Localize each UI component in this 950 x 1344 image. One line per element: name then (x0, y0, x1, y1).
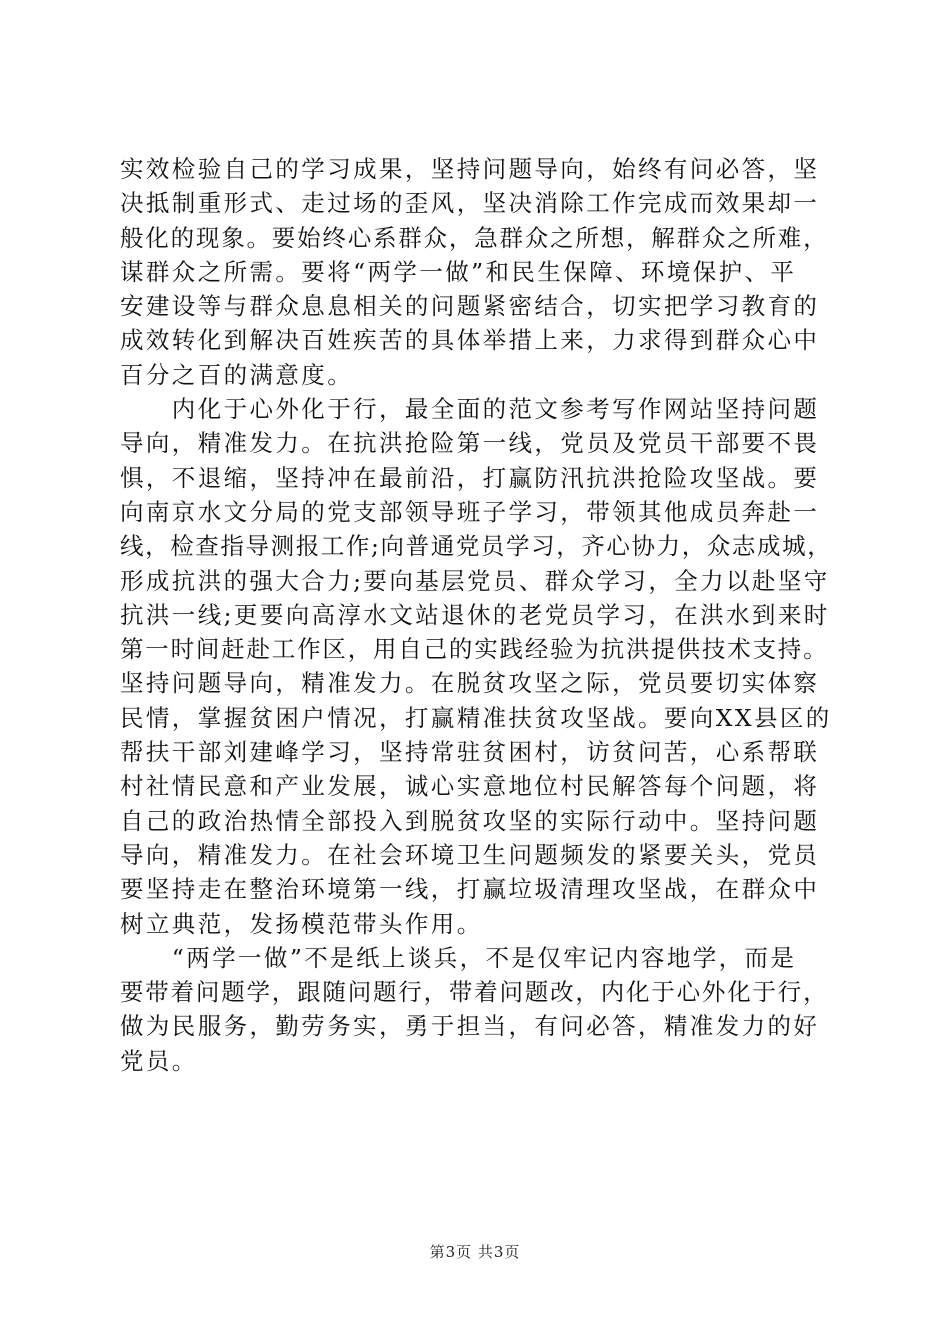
text-line: 成效转化到解决百姓疾苦的具体举措上来，力求得到群众心中 (120, 326, 820, 355)
text-line: 党员。 (120, 1046, 198, 1075)
text-line: 民情，掌握贫困户情况，打赢精准扶贫攻坚战。要向XX县区的 (120, 703, 832, 732)
text-line: 内化于心外化于行，最全面的范文参考写作网站坚持问题 (120, 395, 820, 424)
text-line: 村社情民意和产业发展，诚心实意地位村民解答每个问题，将 (120, 772, 820, 801)
text-line: 导向，精准发力。在社会环境卫生问题频发的紧要关头，党员 (120, 840, 820, 869)
text-line: 树立典范，发扬模范带头作用。 (120, 909, 483, 938)
document-body (120, 152, 832, 1078)
text-line: 向南京水文分局的党支部领导班子学习，带领其他成员奔赴一 (120, 497, 820, 526)
text-line: 般化的现象。要始终心系群众，急群众之所想，解群众之所难， (120, 223, 829, 252)
text-line: 百分之百的满意度。 (120, 360, 354, 389)
text-line: 线，检查指导测报工作;向普通党员学习，齐心协力，众志成城， (120, 532, 833, 561)
text-line: 坚持问题导向，精准发力。在脱贫攻坚之际，党员要切实体察 (120, 669, 820, 698)
text-line: 帮扶干部刘建峰学习，坚持常驻贫困村，访贫问苦，心系帮联 (120, 738, 820, 767)
text-line: “两学一做”不是纸上谈兵，不是仅牢记内容地学，而是 (120, 943, 797, 972)
text-line: 形成抗洪的强大合力;要向基层党员、群众学习，全力以赴坚守 (120, 566, 830, 595)
text-line: 要坚持走在整治环境第一线，打赢垃圾清理攻坚战，在群众中 (120, 875, 820, 904)
text-line: 自己的政治热情全部投入到脱贫攻坚的实际行动中。坚持问题 (120, 806, 820, 835)
text-line: 抗洪一线;更要向高淳水文站退休的老党员学习，在洪水到来时 (120, 600, 830, 629)
text-line: 做为民服务，勤劳务实，勇于担当，有问必答，精准发力的好 (120, 1012, 820, 1041)
text-line: 谋群众之所需。要将“两学一做”和民生保障、环境保护、平 (120, 257, 797, 286)
text-line: 导向，精准发力。在抗洪抢险第一线，党员及党员干部要不畏 (120, 429, 820, 458)
text-line: 决抵制重形式、走过场的歪风，坚决消除工作完成而效果却一 (120, 189, 820, 218)
text-line: 要带着问题学，跟随问题行，带着问题改，内化于心外化于行， (120, 978, 829, 1007)
text-line: 第一时间赶赴工作区，用自己的实践经验为抗洪提供技术支持。 (120, 635, 829, 664)
page-number-footer: 第3页 共3页 (429, 1243, 521, 1261)
text-line: 实效检验自己的学习成果，坚持问题导向，始终有问必答，坚 (120, 155, 820, 183)
text-line: 惧，不退缩，坚持冲在最前沿，打赢防汛抗洪抢险攻坚战。要 (120, 463, 820, 492)
text-line: 安建设等与群众息息相关的问题紧密结合，切实把学习教育的 (120, 292, 820, 321)
